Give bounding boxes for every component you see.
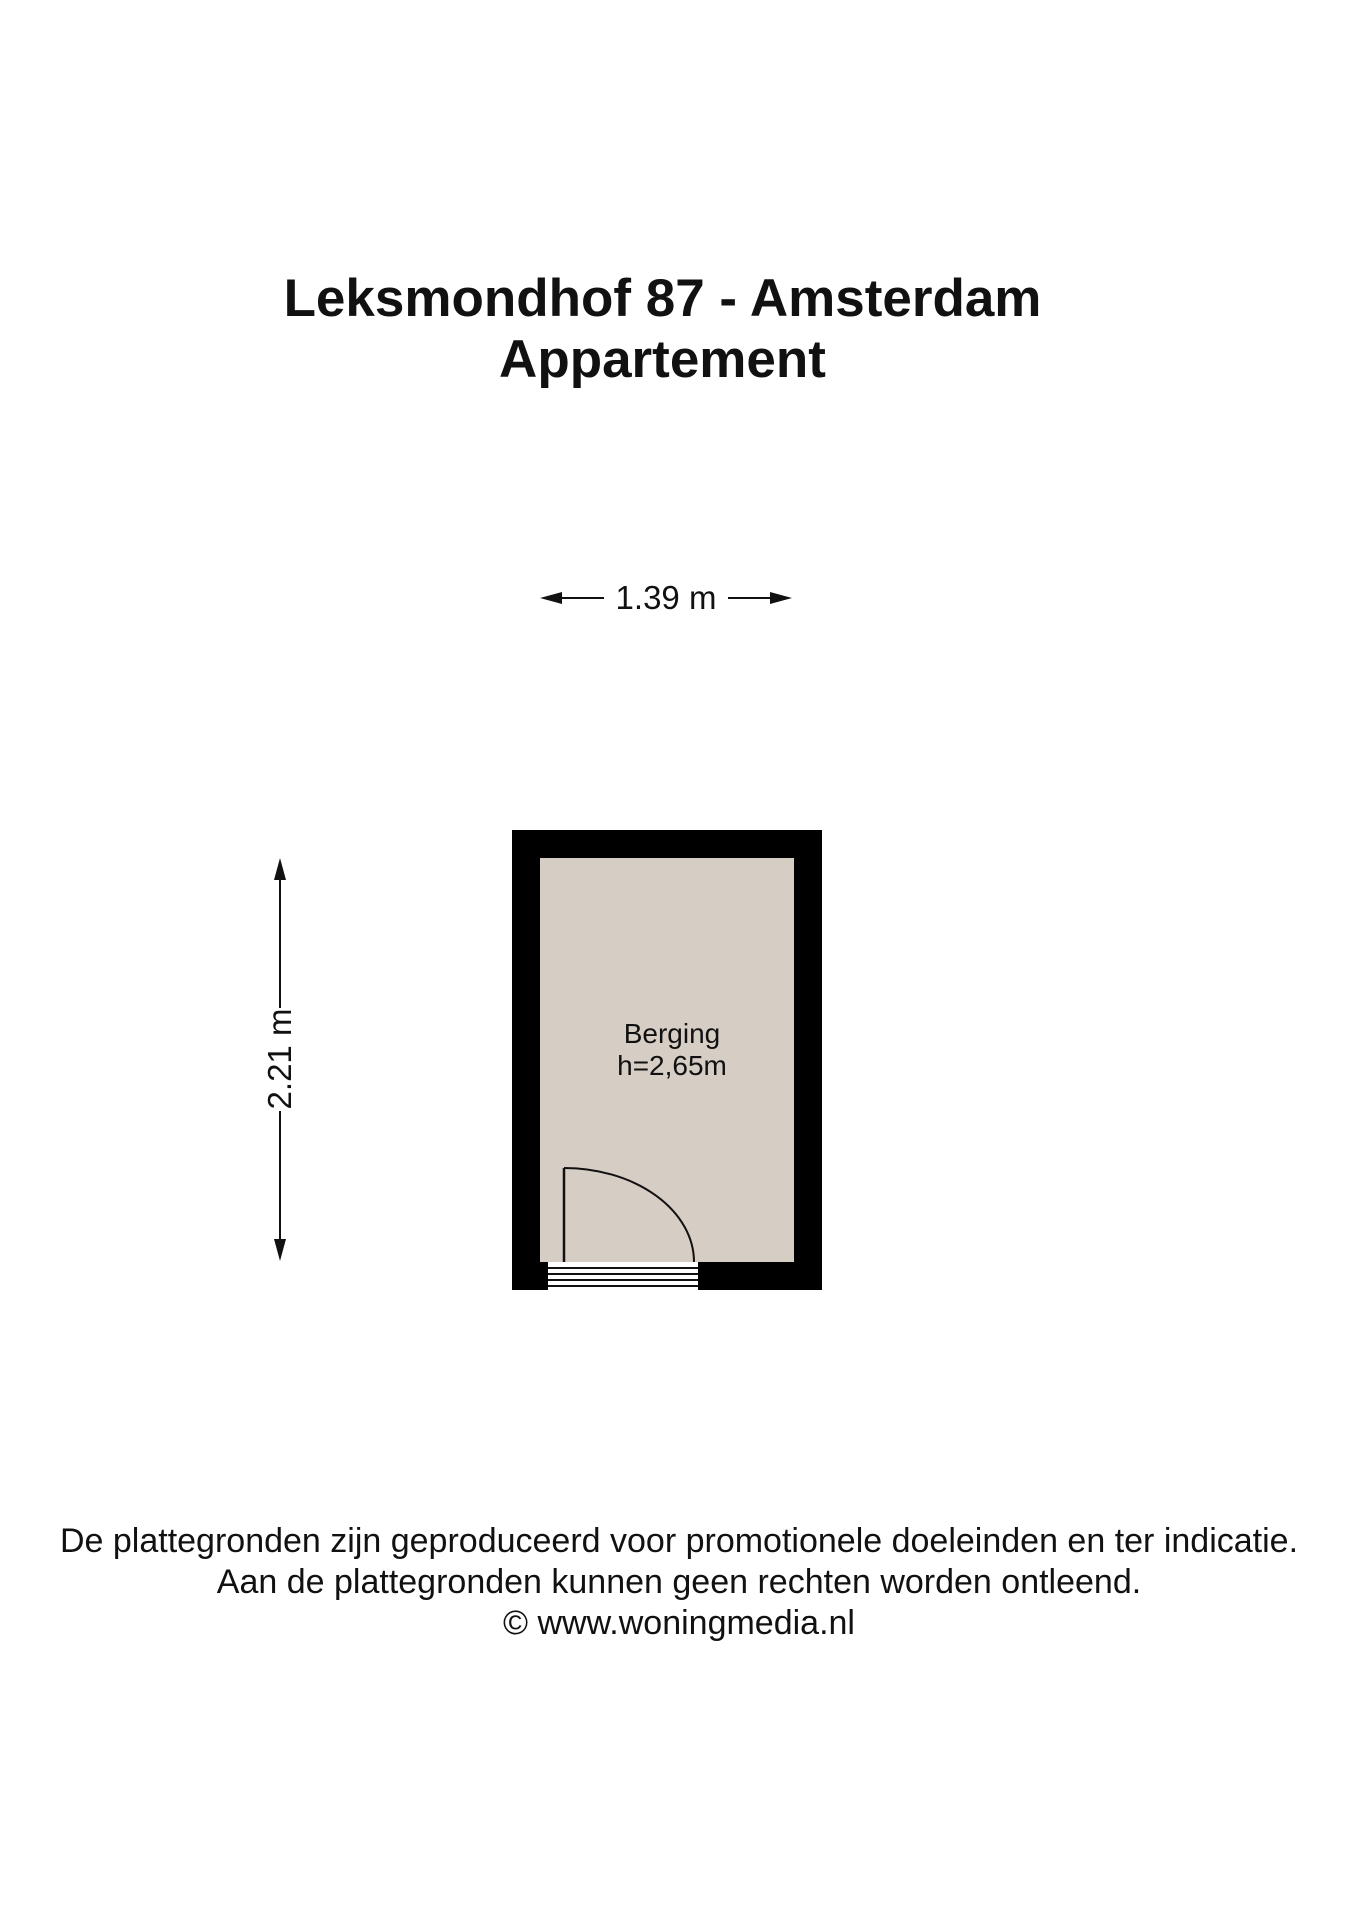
height-dimension xyxy=(258,858,302,1261)
copyright-text: © www.woningmedia.nl xyxy=(503,1604,855,1642)
page-title: Leksmondhof 87 - Amsterdam xyxy=(283,269,1042,328)
disclaimer-line-1: De plattegronden zijn geproduceerd voor promotionele doeleinden en ter indicatie. xyxy=(59,1522,1299,1560)
wall-left xyxy=(512,830,540,1290)
page-subtitle: Appartement xyxy=(499,330,826,389)
header xyxy=(0,268,1325,390)
width-label: 1.39 m xyxy=(615,579,717,616)
arrow-up-icon xyxy=(274,858,286,880)
wall-bottom-left xyxy=(512,1262,548,1290)
wall-bottom-right xyxy=(698,1262,822,1290)
room-height: h=2,65m xyxy=(617,1050,727,1081)
disclaimer-line-2: Aan de plattegronden kunnen geen rechten worden ontleend. xyxy=(216,1563,1142,1601)
arrow-left-icon xyxy=(540,592,562,604)
disclaimer xyxy=(0,1521,1358,1644)
room-name: Berging xyxy=(623,1018,721,1049)
arrow-down-icon xyxy=(274,1239,286,1261)
room-label xyxy=(540,1018,804,1082)
arrow-right-icon xyxy=(770,592,792,604)
wall-top xyxy=(512,830,822,858)
width-dimension xyxy=(540,576,792,620)
height-label: 2.21 m xyxy=(261,1008,298,1110)
